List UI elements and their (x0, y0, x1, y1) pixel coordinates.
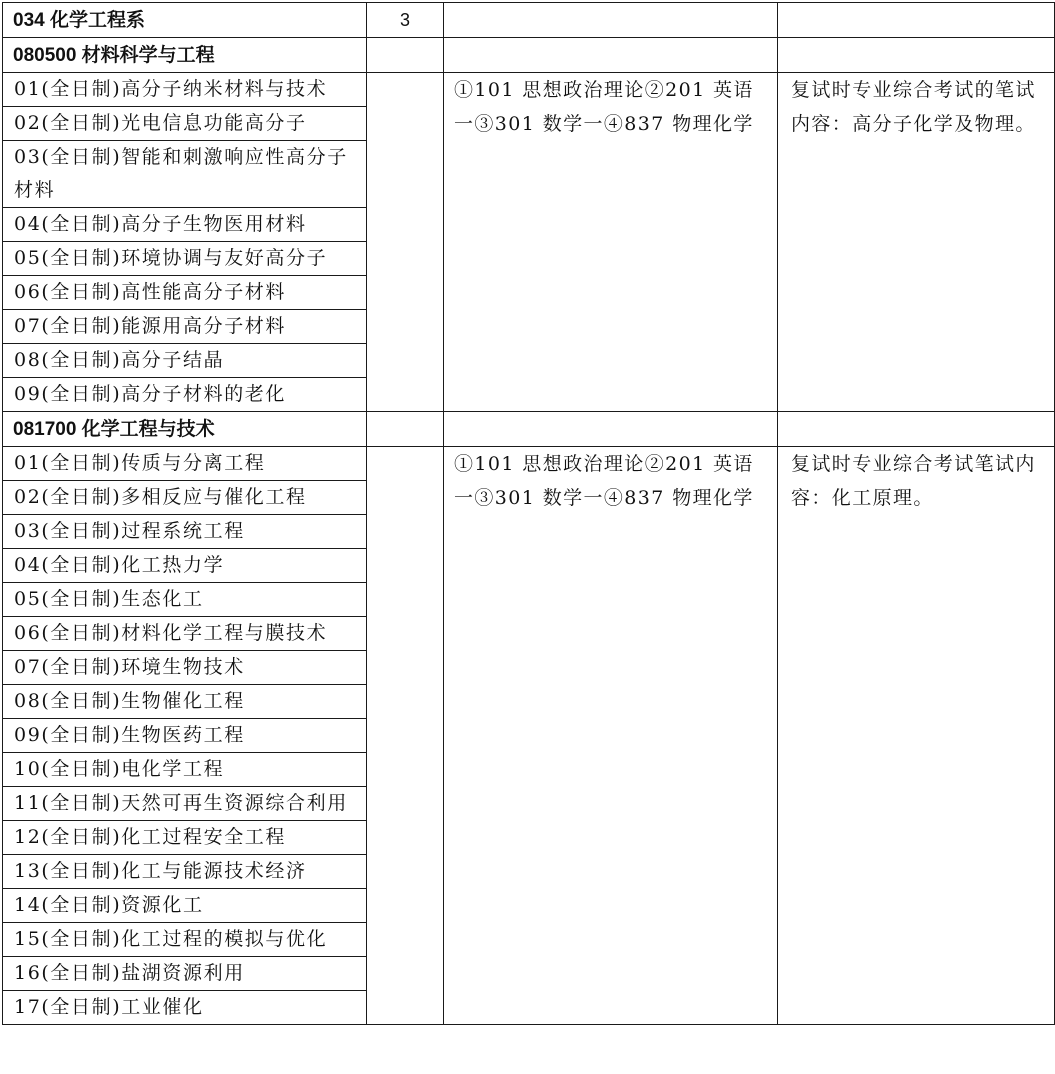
research-direction: 01(全日制)高分子纳米材料与技术 (3, 73, 367, 107)
major-title: 081700 化学工程与技术 (3, 412, 367, 447)
research-direction: 13(全日制)化工与能源技术经济 (3, 855, 367, 889)
research-direction: 09(全日制)生物医药工程 (3, 719, 367, 753)
major-row (3, 38, 1055, 73)
empty-cell (444, 412, 778, 447)
direction-row (3, 447, 1055, 481)
department-row (3, 3, 1055, 38)
empty-cell (778, 3, 1055, 38)
research-direction: 16(全日制)盐湖资源利用 (3, 957, 367, 991)
research-direction: 02(全日制)光电信息功能高分子 (3, 107, 367, 141)
research-direction: 06(全日制)高性能高分子材料 (3, 276, 367, 310)
research-direction: 05(全日制)生态化工 (3, 583, 367, 617)
major-title: 080500 材料科学与工程 (3, 38, 367, 73)
research-direction: 07(全日制)环境生物技术 (3, 651, 367, 685)
research-direction: 01(全日制)传质与分离工程 (3, 447, 367, 481)
empty-cell (778, 412, 1055, 447)
research-direction: 17(全日制)工业催化 (3, 991, 367, 1025)
remarks: 复试时专业综合考试的笔试内容：高分子化学及物理。 (778, 73, 1055, 412)
empty-cell (367, 38, 444, 73)
research-direction: 04(全日制)高分子生物医用材料 (3, 208, 367, 242)
research-direction: 08(全日制)生物催化工程 (3, 685, 367, 719)
research-direction: 02(全日制)多相反应与催化工程 (3, 481, 367, 515)
admissions-catalog-table (2, 2, 1055, 1025)
research-direction: 06(全日制)材料化学工程与膜技术 (3, 617, 367, 651)
research-direction: 15(全日制)化工过程的模拟与优化 (3, 923, 367, 957)
empty-cell (367, 412, 444, 447)
exam-subjects: ①101 思想政治理论②201 英语一③301 数学一④837 物理化学 (444, 447, 778, 1025)
research-direction: 10(全日制)电化学工程 (3, 753, 367, 787)
research-direction: 12(全日制)化工过程安全工程 (3, 821, 367, 855)
research-direction: 11(全日制)天然可再生资源综合利用 (3, 787, 367, 821)
research-direction: 05(全日制)环境协调与友好高分子 (3, 242, 367, 276)
empty-cell (367, 447, 444, 1025)
major-row (3, 412, 1055, 447)
direction-row (3, 73, 1055, 107)
empty-cell (778, 38, 1055, 73)
department-title: 034 化学工程系 (3, 3, 367, 38)
empty-cell (367, 73, 444, 412)
remarks: 复试时专业综合考试笔试内容：化工原理。 (778, 447, 1055, 1025)
research-direction: 07(全日制)能源用高分子材料 (3, 310, 367, 344)
department-enrollment-count: 3 (367, 3, 444, 38)
research-direction: 03(全日制)过程系统工程 (3, 515, 367, 549)
empty-cell (444, 38, 778, 73)
research-direction: 09(全日制)高分子材料的老化 (3, 378, 367, 412)
research-direction: 08(全日制)高分子结晶 (3, 344, 367, 378)
exam-subjects: ①101 思想政治理论②201 英语一③301 数学一④837 物理化学 (444, 73, 778, 412)
research-direction: 04(全日制)化工热力学 (3, 549, 367, 583)
empty-cell (444, 3, 778, 38)
research-direction: 14(全日制)资源化工 (3, 889, 367, 923)
research-direction: 03(全日制)智能和刺激响应性高分子材料 (3, 141, 367, 208)
